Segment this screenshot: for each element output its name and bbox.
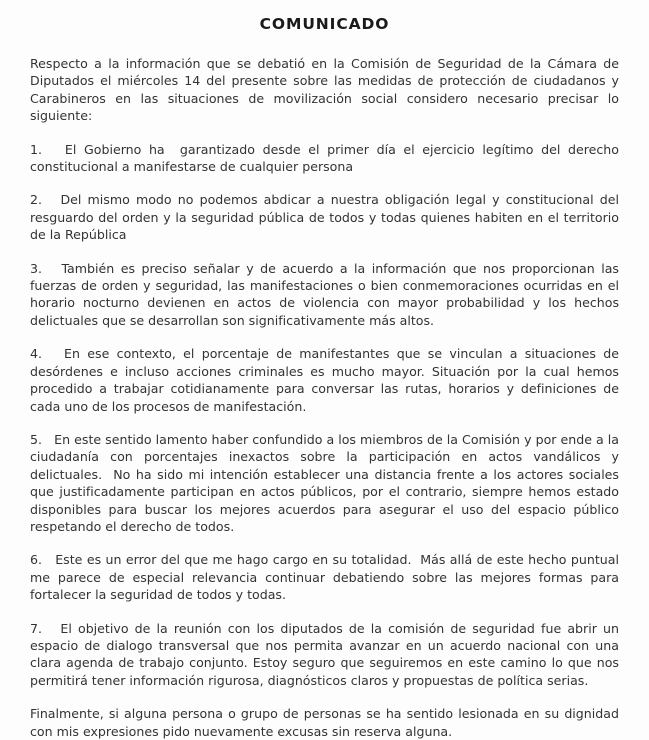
numbered-item-2 <box>30 191 624 243</box>
item-text: El Gobierno ha garantizado desde el primer día el ejercicio legítimo del derecho constitucional a manifestarse de cualquier persona <box>30 141 624 175</box>
numbered-item-3 <box>30 260 624 330</box>
item-number: 5. <box>30 431 43 447</box>
numbered-item-6 <box>30 551 624 603</box>
closing-paragraph: Finalmente, si alguna persona o grupo de personas se ha sentido lesionada en su dignidad con mis expresiones pido nuevamente excusas sin reserva alguna. <box>30 706 624 739</box>
item-gap <box>42 192 60 207</box>
item-text: Del mismo modo no podemos abdicar a nuestra obligación legal y constitucional del resguardo del orden y la seguridad pública de todos y todas quienes habiten en el territorio de la República <box>30 192 624 243</box>
numbered-item-1 <box>30 141 624 176</box>
intro-paragraph: Respecto a la información que se debatió en la Comisión de Seguridad de la Cámara de Diputados el miércoles 14 del presente sobre las medidas de protección de ciudadanos y Carabineros en las situaciones de movilización social considero necesario precisar lo siguiente: <box>30 56 624 124</box>
item-gap <box>42 432 54 447</box>
item-text: También es preciso señalar y de acuerdo a la información que nos proporcionan las fuerzas de orden y seguridad, las manifestaciones o bien conmemoraciones ocurridas en el horario nocturno devienen en actos de violencia con mayor probabilidad y los hechos delictuales que se desarrollan son significativamente más altos. <box>30 260 624 328</box>
item-number: 6. <box>30 552 43 568</box>
item-number: 3. <box>30 260 43 276</box>
item-gap <box>42 552 55 567</box>
item-number: 4. <box>30 346 43 362</box>
numbered-item-4 <box>30 345 624 415</box>
item-number: 7. <box>30 620 43 636</box>
item-number: 2. <box>30 192 43 208</box>
item-text: Este es un error del que me hago cargo en su totalidad. Más allá de este hecho puntual me parece de especial relevancia continuar debatiendo sobre las mejores formas para fortalecer la seguridad de todos y todas. <box>30 552 624 603</box>
numbered-item-5 <box>30 431 624 535</box>
document-body <box>30 55 624 740</box>
item-gap <box>42 142 65 157</box>
item-number: 1. <box>30 141 43 157</box>
item-gap <box>42 261 61 276</box>
item-text: En este sentido lamento haber confundido a los miembros de la Comisión y por ende a la ciudadanía con porcentajes inexactos sobre la participación en actos vandálicos y delictuales. No ha sido mi intención establecer una distancia frente a los actores sociales que justificadamente participan en actos públicos, por el contrario, siempre hemos estado disponibles para buscar los mejores acuerdos para asegurar el uso del espacio público respetando el derecho de todos. <box>30 431 624 534</box>
item-gap <box>42 346 64 361</box>
page-title: COMUNICADO <box>259 15 390 33</box>
item-text: En ese contexto, el porcentaje de manifestantes que se vinculan a situaciones de desórdenes e incluso acciones criminales es mucho mayor. Situación por la cual hemos procedido a trabajar cotidianamente para conversar las rutas, horarios y definiciones de cada uno de los procesos de manifestación. <box>30 346 624 414</box>
item-gap <box>42 621 60 636</box>
item-text: El objetivo de la reunión con los diputados de la comisión de seguridad fue abrir un espacio de dialogo transversal que nos permita avanzar en un acuerdo nacional con una clara agenda de trabajo conjunto. Estoy seguro que seguiremos en este camino lo que nos permitirá tener información rigurosa, diagnósticos claros y propuestas de política serias. <box>30 620 624 688</box>
numbered-item-7 <box>30 620 624 690</box>
